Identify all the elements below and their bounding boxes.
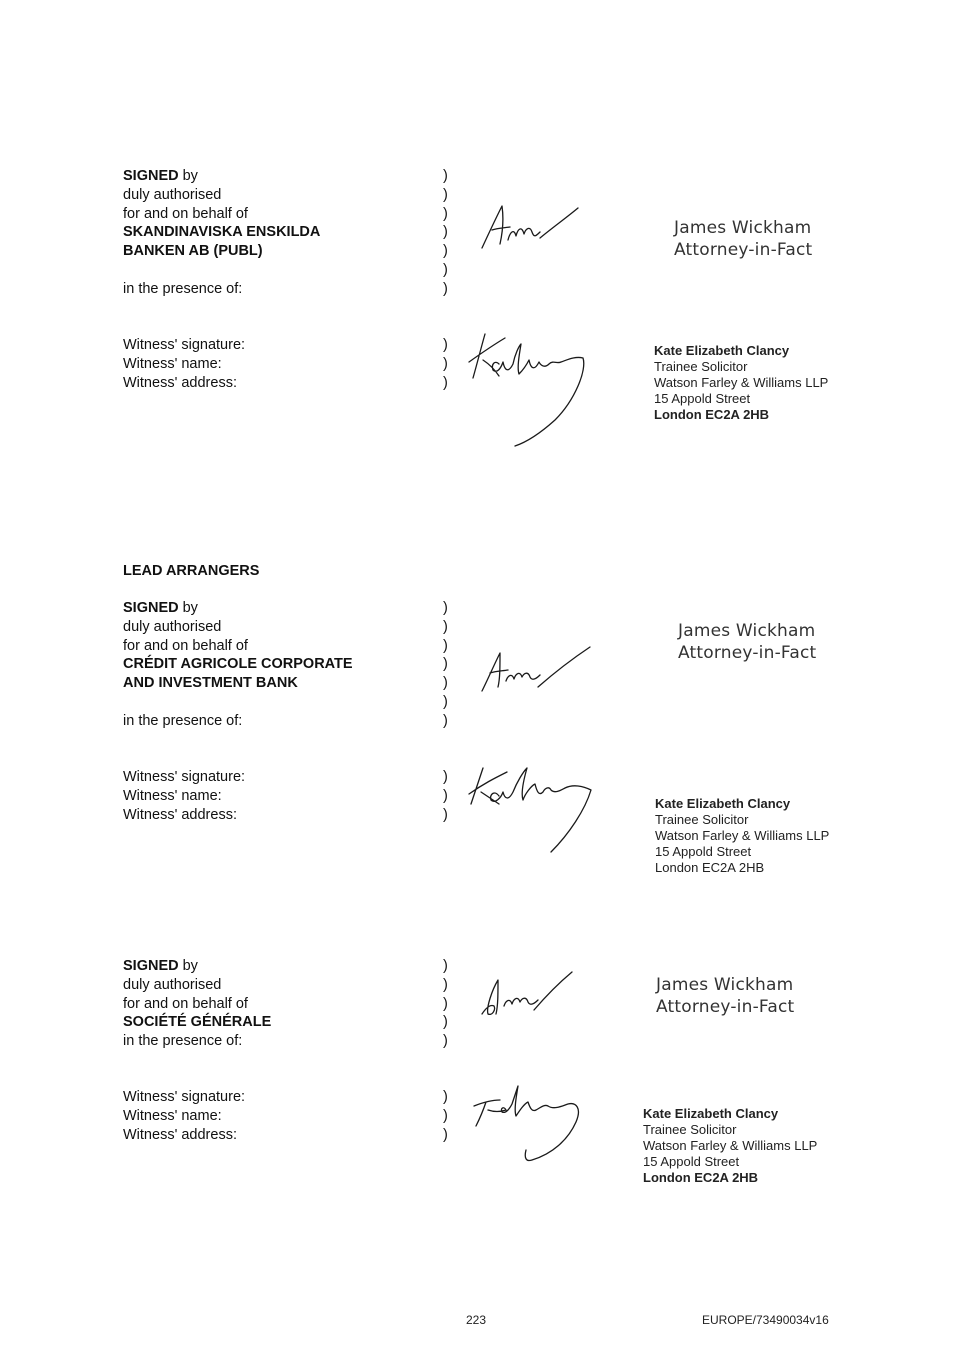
witness-labels-socgen: Witness' signature: Witness' name: Witness' address: <box>123 1089 246 1143</box>
entity-name: SKANDINAVISKA ENSKILDA <box>123 224 321 241</box>
on-behalf-of: for and on behalf of <box>123 205 248 222</box>
presence-line: in the presence of: <box>123 280 243 297</box>
document-reference: EUROPE/73490034v16 <box>702 1313 829 1327</box>
entity-name: SOCIÉTÉ GÉNÉRALE <box>123 1014 272 1031</box>
entity-name-cont: BANKEN AB (PUBL) <box>123 243 263 260</box>
bracket-column: ) ) ) ) ) ) ) <box>443 168 448 297</box>
witness-signature <box>470 1082 590 1172</box>
attorney-stamp: James Wickham Attorney-in-Fact <box>674 218 813 260</box>
witness-labels-cacib: Witness' signature: Witness' name: Witness' address: <box>123 769 246 823</box>
attorney-stamp: James Wickham Attorney-in-Fact <box>678 621 817 663</box>
bracket-column: ) ) ) <box>443 337 448 391</box>
attorney-signature <box>478 643 598 698</box>
page-number: 223 <box>466 1313 487 1327</box>
witness-labels-seb: Witness' signature: Witness' name: Witness' address: <box>123 337 246 391</box>
section-heading: LEAD ARRANGERS <box>123 563 260 579</box>
entity-name: CRÉDIT AGRICOLE CORPORATE <box>123 656 353 673</box>
attorney-signature <box>478 200 588 255</box>
attorney-stamp: James Wickham Attorney-in-Fact <box>656 975 795 1017</box>
witness-signature <box>465 330 595 450</box>
signature-block-socgen: SIGNED by duly authorised for and on behalf of SOCIÉTÉ GÉNÉRALE in the presence of: <box>123 958 272 1050</box>
attorney-signature <box>476 968 576 1023</box>
bracket-column: ) ) ) ) ) <box>443 958 448 1050</box>
duly-authorised: duly authorised <box>123 186 222 203</box>
witness-signature <box>465 760 605 860</box>
bracket-column: ) ) ) <box>443 1089 448 1143</box>
witness-stamp: Kate Elizabeth Clancy Trainee Solicitor Watson Farley & Williams LLP 15 Appold Street London EC2A 2HB <box>643 1106 818 1185</box>
signature-block-seb <box>123 167 320 299</box>
bracket-column: ) ) ) <box>443 769 448 823</box>
signed-by-line: SIGNED by <box>123 168 198 184</box>
signature-block-cacib: SIGNED by duly authorised for and on behalf of CRÉDIT AGRICOLE CORPORATE AND INVESTMENT BANK in the presence of: <box>123 600 353 729</box>
entity-name-cont: AND INVESTMENT BANK <box>123 675 298 692</box>
bracket-column: ) ) ) ) ) ) ) <box>443 600 448 729</box>
witness-stamp: Kate Elizabeth Clancy Trainee Solicitor Watson Farley & Williams LLP 15 Appold Street London EC2A 2HB <box>654 343 829 422</box>
witness-stamp: Kate Elizabeth Clancy Trainee Solicitor Watson Farley & Williams LLP 15 Appold Street London EC2A 2HB <box>655 796 830 875</box>
